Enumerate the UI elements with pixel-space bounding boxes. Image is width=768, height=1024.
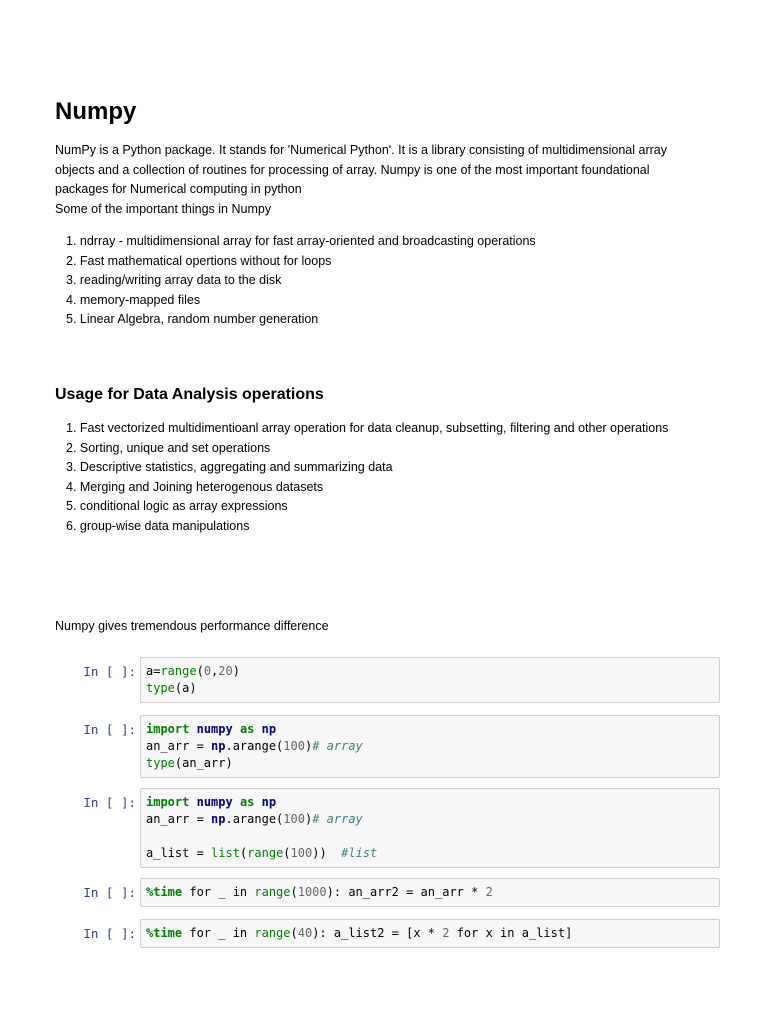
intro-line: packages for Numerical computing in python [55,182,302,196]
input-prompt: In [ ]: [83,885,136,900]
code-line: an_arr = np.arange(100)# array [146,812,363,826]
list-item: 3. Descriptive statistics, aggregating and summarizing data [66,460,393,474]
input-prompt: In [ ]: [83,926,136,941]
code-line: %time for _ in range(1000): an_arr2 = an_arr * 2 [146,885,493,899]
code-input[interactable] [140,788,720,868]
list-item: 6. group-wise data manipulations [66,518,250,533]
input-prompt: In [ ]: [83,722,136,737]
code-line: import numpy as np [146,722,277,736]
page-title: Numpy [55,98,137,125]
list-item: 5. conditional logic as array expressions [66,499,288,513]
intro-line: NumPy is a Python package. It stands for 'Numerical Python'. It is a library consisting of multidimensional array [55,143,667,157]
list-item: 4. Merging and Joining heterogenous datasets [66,479,324,494]
input-prompt: In [ ]: [83,795,136,810]
list-item: 2. Fast mathematical opertions without for loops [66,253,332,268]
code-line: an_arr = np.arange(100)# array [146,739,363,753]
usage-heading: Usage for Data Analysis operations [55,386,324,403]
code-line: %time for _ in range(40): a_list2 = [x * 2 for x in a_list] [146,926,573,940]
code-line [146,828,714,845]
intro-line: objects and a collection of routines for processing of array. Numpy is one of the most important foundational [55,162,650,177]
list-item: 2. Sorting, unique and set operations [66,440,271,455]
code-line: type(a) [146,681,197,695]
list-item: 1. Fast vectorized multidimentioanl array operation for data cleanup, subsetting, filtering and other operations [66,421,669,435]
code-line: type(an_arr) [146,756,233,770]
code-input[interactable] [140,657,720,703]
list-item: 1. ndrray - multidimensional array for fast array-oriented and broadcasting operations [66,234,536,248]
code-input[interactable] [140,878,720,907]
list-item: 4. memory-mapped files [66,292,201,307]
list-item: 5. Linear Algebra, random number generation [66,312,319,326]
list-item: 3. reading/writing array data to the disk [66,273,282,287]
input-prompt: In [ ]: [83,664,136,679]
features-list [66,232,536,330]
code-line: import numpy as np [146,795,277,809]
code-line: a_list = list(range(100)) #list [146,846,378,860]
intro-line: Some of the important things in Numpy [55,201,272,216]
usage-list [66,419,668,536]
code-input[interactable] [140,919,720,948]
performance-text: Numpy gives tremendous performance difference [55,619,329,633]
code-line: a=range(0,20) [146,664,240,678]
code-input[interactable] [140,715,720,778]
intro-paragraph [55,141,725,219]
